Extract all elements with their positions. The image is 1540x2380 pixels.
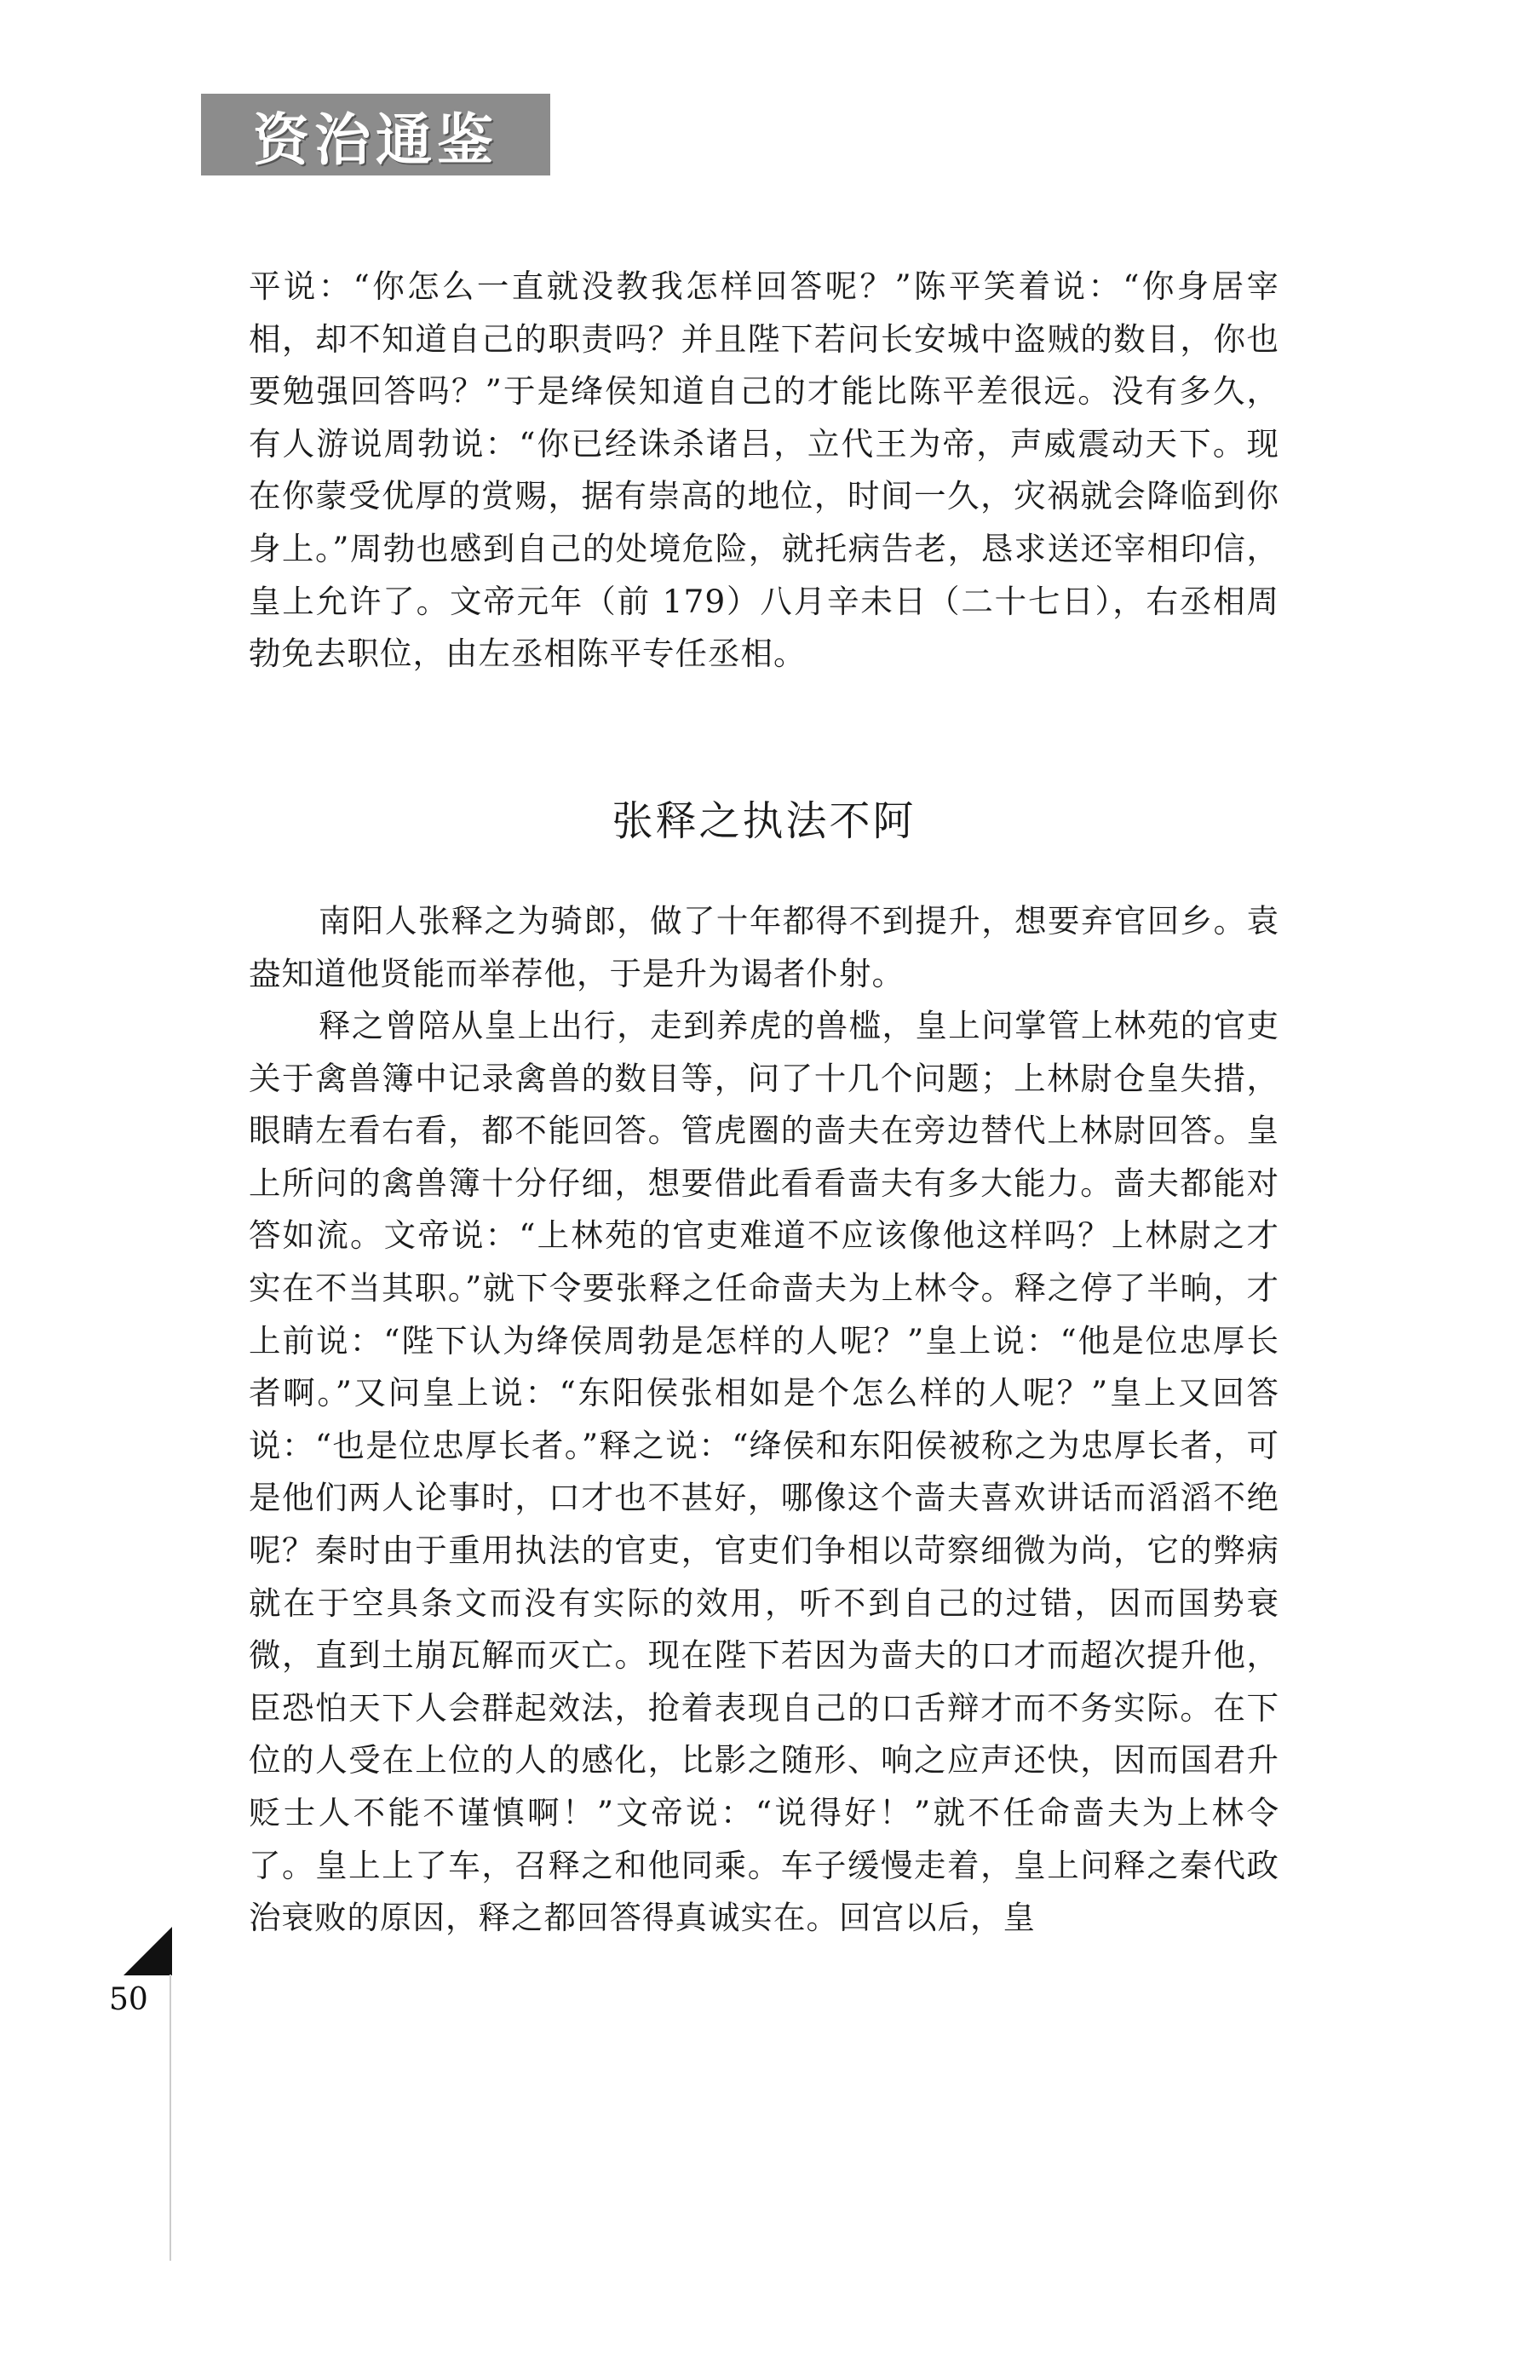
book-title: 资治通鉴	[253, 106, 498, 173]
page-number: 50	[109, 1982, 148, 2017]
body-paragraph: 释之曾陪从皇上出行，走到养虎的兽槛，皇上问掌管上林苑的官吏关于禽兽簿中记录禽兽的数目等，问了十几个问题；上林尉仓皇失措，眼睛左看右看，都不能回答。管虎圈的啬夫在旁边替代上林尉回答。皇上所问的禽兽簿十分仔细，想要借此看看啬夫有多大能力。啬夫都能对答如流。文帝说：“上林苑的官吏难道不应该像他这样吗？上林尉之才实在不当其职。”就下令要张释之任命啬夫为上林令。释之停了半晌，才上前说：“陛下认为绛侯周勃是怎样的人呢？”皇上说：“他是位忠厚长者啊。”又问皇上说：“东阳侯张相如是个怎么样的人呢？”皇上又回答说：“也是位忠厚长者。”释之说：“绛侯和东阳侯被称之为忠厚长者，可是他们两人论事时，口才也不甚好，哪像这个啬夫喜欢讲话而滔滔不绝呢？秦时由于重用执法的官吏，官吏们争相以苛察细微为尚，它的弊病就在于空具条文而没有实际的效用，听不到自己的过错，因而国势衰微，直到土崩瓦解而灭亡。现在陛下若因为啬夫的口才而超次提升他，臣恐怕天下人会群起效法，抢着表现自己的口舌辩才而不务实际。在下位的人受在上位的人的感化，比影之随形、响之应声还快，因而国君升贬士人不能不谨慎啊！”文帝说：“说得好！”就不任命啬夫为上林令了。皇上上了车，召释之和他同乘。车子缓慢走着，皇上问释之秦代政治衰败的原因，释之都回答得真诚实在。回宫以后，皇	[249, 1007, 1279, 1937]
page-corner-marker	[124, 1927, 172, 1975]
continuation-paragraph: 平说：“你怎么一直就没教我怎样回答呢？”陈平笑着说：“你身居宰相，却不知道自己的职责吗？并且陛下若问长安城中盗贼的数目，你也要勉强回答吗？”于是绛侯知道自己的才能比陈平差很远。没有多久，有人游说周勃说：“你已经诛杀诸吕，立代王为帝，声威震动天下。现在你蒙受优厚的赏赐，据有崇高的地位，时间一久，灾祸就会降临到你身上。”周勃也感到自己的处境危险，就托病告老，恳求送还宰相印信，皇上允许了。文帝元年（前 179）八月辛未日（二十七日），右丞相周勃免去职位，由左丞相陈平专任丞相。	[249, 267, 1279, 673]
book-title-banner	[201, 94, 550, 175]
section-title: 张释之执法不阿	[612, 797, 917, 845]
margin-divider-line	[170, 1975, 171, 2261]
body-paragraph: 南阳人张释之为骑郎，做了十年都得不到提升，想要弃官回乡。袁盎知道他贤能而举荐他，于是升为谒者仆射。	[249, 902, 1279, 992]
